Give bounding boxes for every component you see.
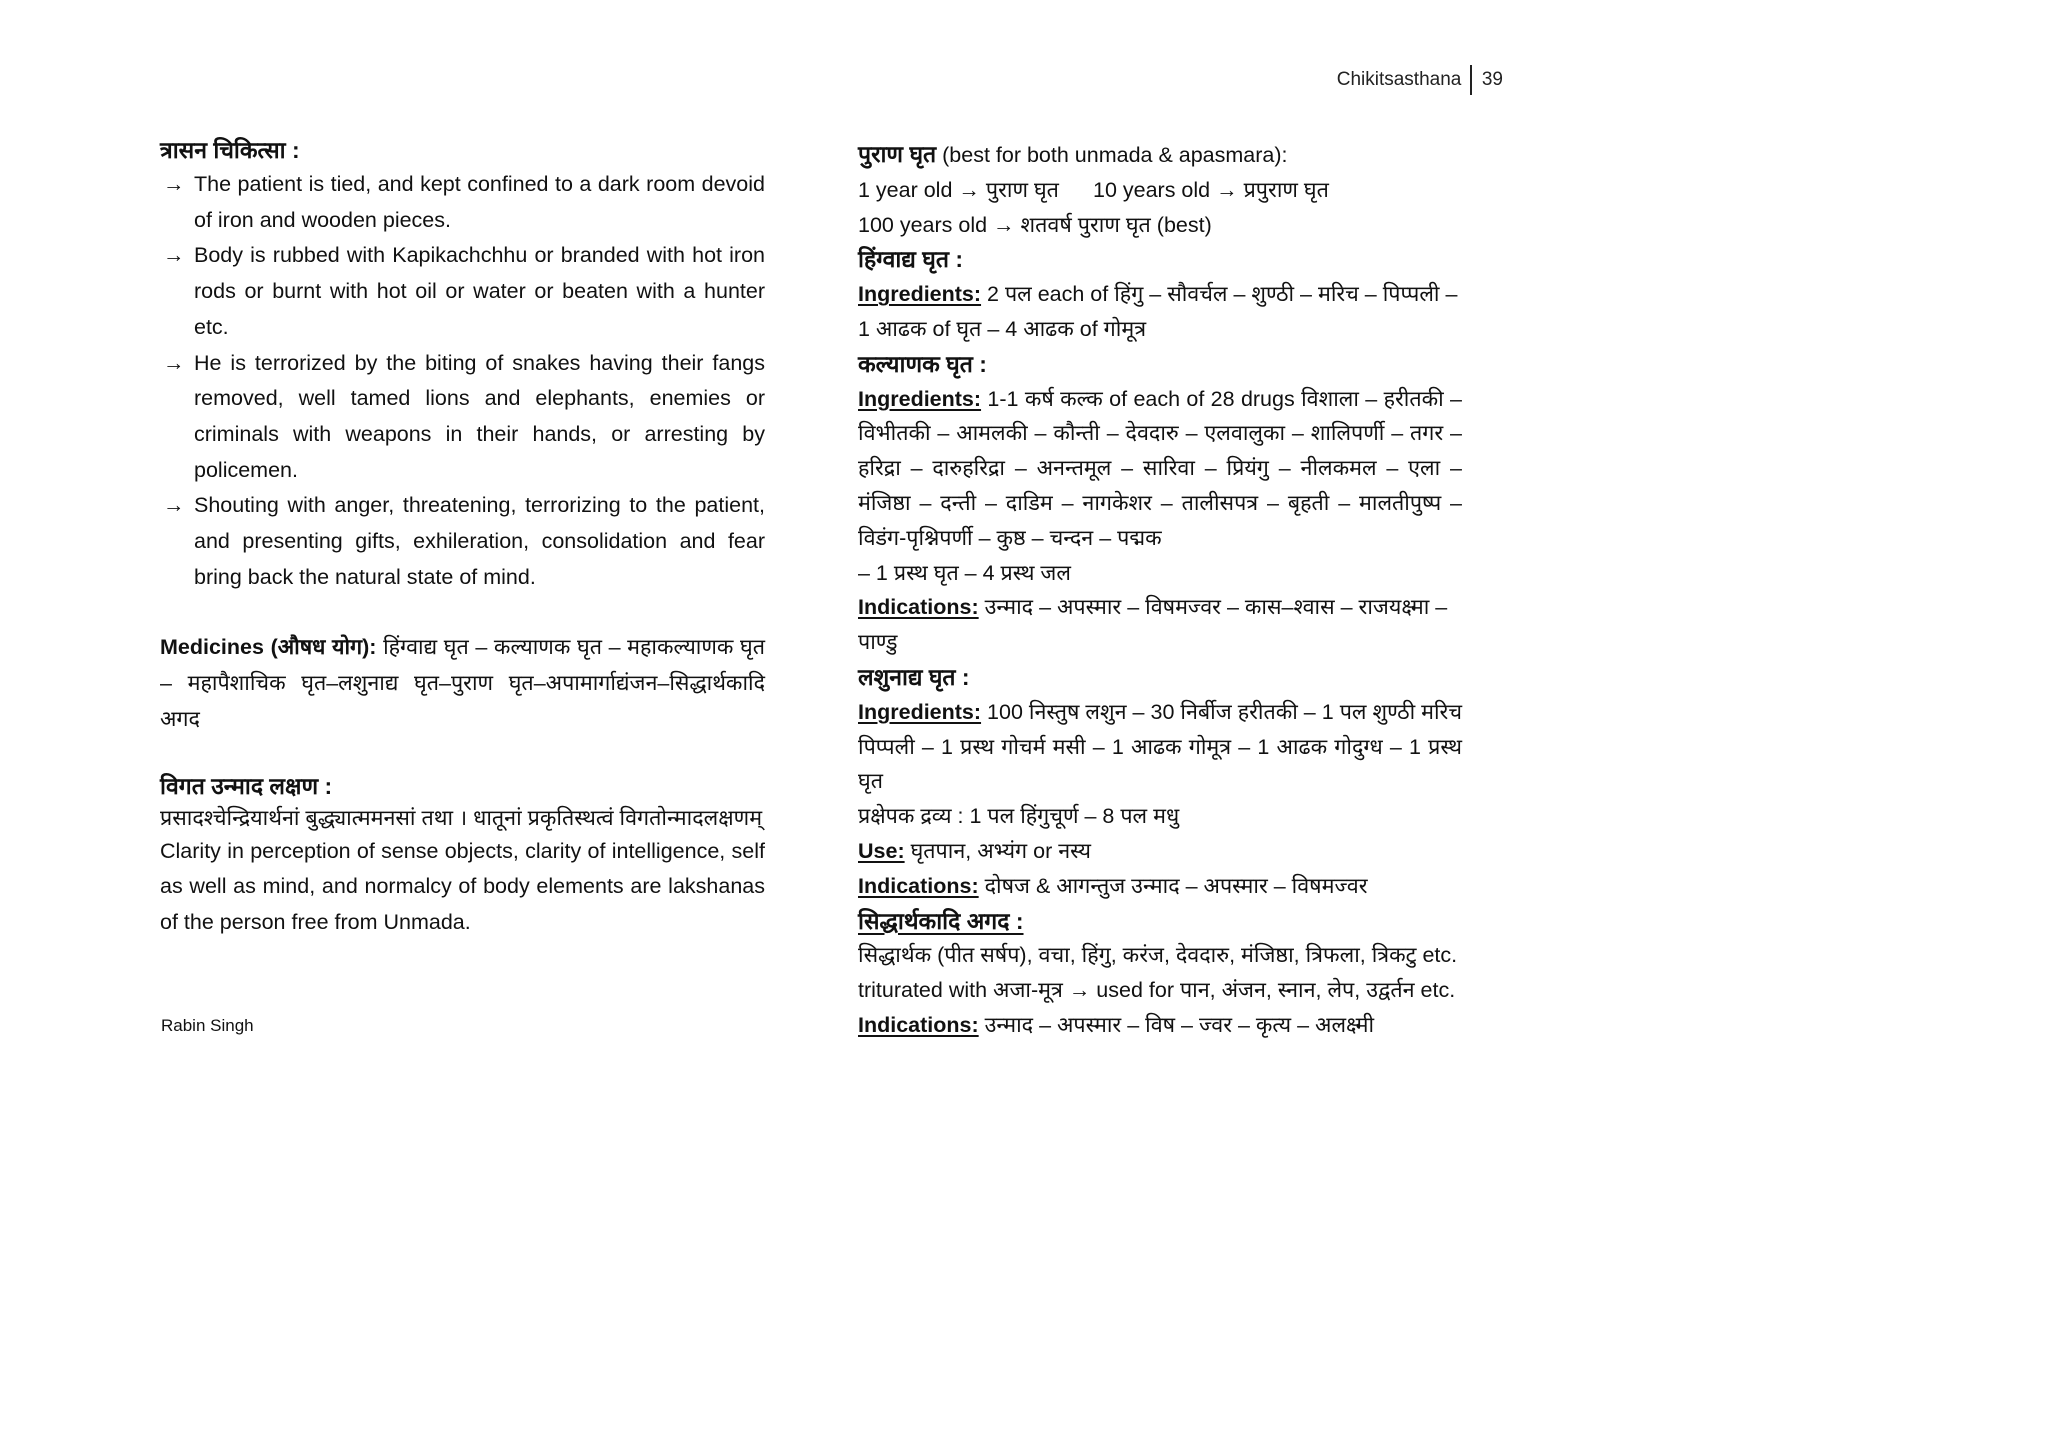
purana-age-line xyxy=(858,173,1462,208)
medicines-paragraph xyxy=(160,630,765,737)
arrow-bullet-icon: → xyxy=(163,172,185,196)
lashunadya-ghrita-heading: लशुनाद्य घृत : xyxy=(858,663,970,690)
purana-ghrita-note: (best for both unmada & apasmara): xyxy=(936,143,1288,167)
indications-label: Indications: xyxy=(858,873,979,898)
lashunadya-use xyxy=(858,834,1462,869)
vigata-unmada-description: Clarity in perception of sense objects, clarity of intelligence, self as well as mind, and normalcy of body elements are lakshanas of the person free from Unmada. xyxy=(160,838,765,934)
ingredients-label: Ingredients: xyxy=(858,282,982,307)
use-text: घृतपान, अभ्यंग or नस्य xyxy=(904,838,1091,863)
arrow-bullet-icon: → xyxy=(163,350,185,375)
running-header xyxy=(1337,64,1503,96)
hingvadya-ingredients xyxy=(858,277,1462,347)
header-divider xyxy=(1470,65,1472,95)
kalyanaka-indications xyxy=(858,590,1462,660)
lashunadya-ingredients xyxy=(858,695,1462,799)
sanskrit-verse: प्रसादश्चेन्द्रियार्थनां बुद्ध्यात्ममनसां तथा । धातूनां प्रकृतिस्थत्वं विगतोन्मादलक्षणम् xyxy=(160,805,763,830)
left-column xyxy=(160,133,765,941)
kalyanaka-liquids: – 1 प्रस्थ घृत – 4 प्रस्थ जल xyxy=(858,560,1071,585)
indications-text: दोषज & आगन्तुज उन्माद – अपस्मार – विषमज्वर xyxy=(978,873,1368,898)
siddharthakadi-indications xyxy=(858,1008,1462,1043)
trasan-point-text: The patient is tied, and kept confined to a dark room devoid of iron and wooden pieces. xyxy=(194,172,765,232)
trasan-point-text: He is terrorized by the biting of snakes having their fangs removed, well tamed lions and elephants, enemies or criminals with weapons in their hands, or arresting by policemen. xyxy=(194,350,765,482)
purana-age-100: 100 years old → शतवर्ष पुराण घृत (best) xyxy=(858,212,1212,237)
lashunadya-indications xyxy=(858,869,1462,904)
purana-ghrita-line xyxy=(858,137,1462,173)
indications-text: उन्माद – अपस्मार – विष – ज्वर – कृत्य – अलक्ष्मी xyxy=(978,1012,1375,1037)
lashunadya-prakshepaka: प्रक्षेपक द्रव्य : 1 पल हिंगुचूर्ण – 8 पल मधु xyxy=(858,804,1180,829)
right-column xyxy=(858,137,1462,1043)
indications-label: Indications: xyxy=(858,595,979,620)
kalyanaka-ghrita-heading: कल्याणक घृत : xyxy=(858,350,987,377)
siddharthakadi-agada-heading: सिद्धार्थकादि अगद : xyxy=(858,907,1024,934)
trasan-point xyxy=(160,238,765,345)
indications-label: Indications: xyxy=(858,1012,979,1037)
medicines-list: हिंग्वाद्य घृत – कल्याणक घृत – महाकल्याणक घृत – महापैशाचिक घृत–लशुनाद्य घृत–पुराण घृत–अपामार्गाद्यंजन–सिद्धार्थकादि अगद xyxy=(160,635,765,731)
ingredients-text: 100 निस्तुष लशुन – 30 निर्बीज हरीतकी – 1 पल शुण्ठी मरिच पिप्पली – 1 प्रस्थ गोचर्म मसी – 1 आढक गोमूत्र – 1 आढक गोदुग्ध – 1 प्रस्थ घृत xyxy=(858,699,1462,794)
ingredients-text: 1-1 कर्ष कल्क of each of 28 drugs विशाला – हरीतकी – विभीतकी – आमलकी – कौन्ती – देवदारु – एलवालुका – शालिपर्णी – तगर – हरिद्रा – दारुहरिद्रा – अनन्तमूल – सारिवा – प्रियंगु – नीलकमल – एला – मंजिष्ठा – दन्ती – दाडिम – नागकेशर – तालीसपत्र – बृहती – मालतीपुष्प – विडंग-पृश्निपर्णी – कुष्ठ – चन्दन – पद्मक xyxy=(858,386,1462,550)
ingredients-text: 2 पल each of हिंगु – सौवर्चल – शुण्ठी – मरिच – पिप्पली – 1 आढक of घृत – 4 आढक of गोमूत्र xyxy=(858,282,1458,341)
page-number: 39 xyxy=(1481,69,1503,90)
medicines-label: Medicines (औषध योग): xyxy=(160,635,377,660)
siddharthakadi-description: सिद्धार्थक (पीत सर्षप), वचा, हिंगु, करंज, देवदारु, मंजिष्ठा, त्रिफला, त्रिकटु etc. triturated with अजा-मूत्र → used for पान, अंजन, स्नान, लेप, उद्वर्तन etc. xyxy=(858,943,1458,1003)
hingvadya-ghrita-heading: हिंग्वाद्य घृत : xyxy=(858,246,964,273)
ingredients-label: Ingredients: xyxy=(858,699,982,724)
indications-text: उन्माद – अपस्मार – विषमज्वर – कास–श्वास – राजयक्ष्मा – पाण्डु xyxy=(858,595,1448,655)
trasan-point-text: Body is rubbed with Kapikachchhu or branded with hot iron rods or burnt with hot oil or water or beaten with a hunter etc. xyxy=(194,243,765,339)
trasan-point xyxy=(160,488,765,595)
section-title: Chikitsasthana xyxy=(1336,69,1462,90)
use-label: Use: xyxy=(858,838,905,863)
vigata-unmada-heading: विगत उन्माद लक्षण : xyxy=(160,772,333,799)
purana-age-1: 1 year old → पुराण घृत xyxy=(858,177,1059,202)
purana-ghrita-title: पुराण घृत xyxy=(858,141,937,167)
ingredients-label: Ingredients: xyxy=(858,386,982,411)
trasan-point-text: Shouting with anger, threatening, terrorizing to the patient, and presenting gifts, exhileration, consolidation and fear bring back the natural state of mind. xyxy=(194,493,765,589)
purana-age-10: 10 years old → प्रपुराण घृत xyxy=(1093,177,1329,202)
arrow-bullet-icon: → xyxy=(163,243,185,268)
trasan-point xyxy=(160,346,765,489)
author-footer: Rabin Singh xyxy=(161,1016,254,1035)
trasan-point xyxy=(160,167,765,238)
arrow-bullet-icon: → xyxy=(163,493,185,518)
trasan-chikitsa-heading: त्रासन चिकित्सा : xyxy=(160,137,300,163)
kalyanaka-ingredients xyxy=(858,382,1462,556)
